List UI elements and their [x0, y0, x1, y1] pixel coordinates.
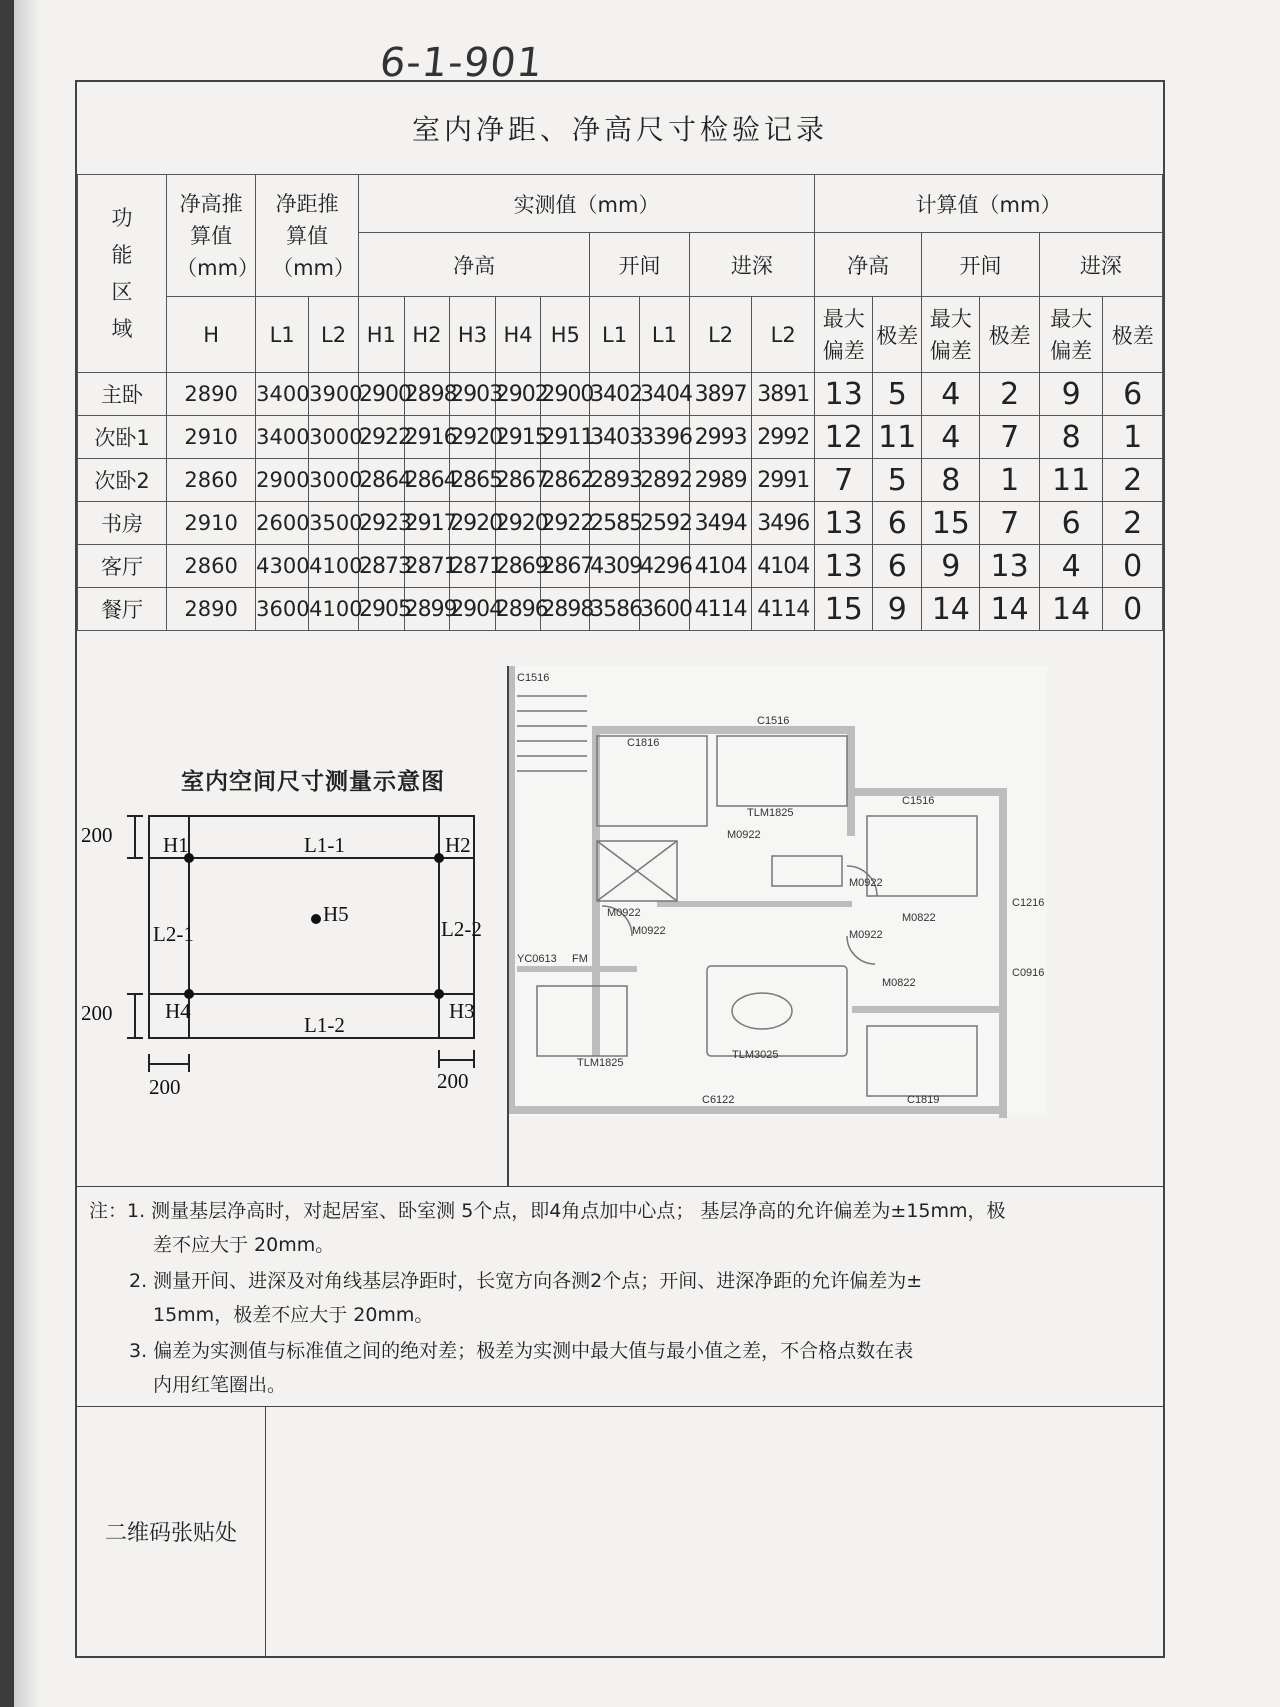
- table-row: [78, 459, 1163, 502]
- row-h5: 2922: [541, 502, 590, 545]
- row-area: 主卧: [78, 373, 167, 416]
- col-m-l2b: L2: [752, 297, 815, 373]
- col-range-bay: 极差: [980, 297, 1039, 373]
- paper-shadow: [14, 0, 40, 1707]
- plan-label-0: C1516: [517, 672, 550, 684]
- plan-label-19: M0822: [882, 977, 916, 989]
- row-area: 书房: [78, 502, 167, 545]
- row-h1: 2922: [359, 416, 405, 459]
- header-measured: 实测值（mm）: [359, 175, 815, 233]
- row-height-est: 2860: [167, 459, 256, 502]
- dim-left-label: 200: [149, 1075, 181, 1099]
- table-row: [78, 588, 1163, 631]
- row-measured-1: 4309: [590, 545, 640, 588]
- row-measured-4: 2992: [752, 416, 815, 459]
- row-measured-3: 2989: [689, 459, 752, 502]
- plan-label-4: C1516: [902, 795, 935, 807]
- note-2-cont: 15mm，极差不应大于 20mm。: [153, 1304, 434, 1326]
- measurement-table: [77, 174, 1163, 631]
- row-h3: 2920: [450, 502, 496, 545]
- row-calc-5: 4: [1039, 545, 1103, 588]
- row-calc-6: 1: [1103, 416, 1163, 459]
- col-h4: H4: [495, 297, 541, 373]
- row-h1: 2905: [359, 588, 405, 631]
- row-h2: 2917: [404, 502, 450, 545]
- label-h2: H2: [445, 833, 471, 857]
- row-calc-2: 5: [873, 373, 922, 416]
- row-h5: 2867: [541, 545, 590, 588]
- row-measured-2: 3404: [639, 373, 689, 416]
- header-bay: 开间: [590, 233, 690, 297]
- row-area: 次卧1: [78, 416, 167, 459]
- col-range-height: 极差: [873, 297, 922, 373]
- row-calc-4: 14: [980, 588, 1039, 631]
- label-l2-2: L2-2: [441, 917, 482, 941]
- row-calc-3: 8: [922, 459, 980, 502]
- row-h5: 2898: [541, 588, 590, 631]
- row-calc-2: 6: [873, 545, 922, 588]
- qr-label: 二维码张贴处: [77, 1406, 266, 1656]
- row-height-est: 2890: [167, 373, 256, 416]
- plan-label-11: FM: [572, 953, 588, 965]
- row-h3: 2920: [450, 416, 496, 459]
- row-measured-2: 4296: [639, 545, 689, 588]
- row-calc-1: 13: [815, 545, 873, 588]
- plan-label-18: M0822: [902, 912, 936, 924]
- header-area: 功能区域: [78, 175, 167, 373]
- header-calc-depth: 进深: [1039, 233, 1162, 297]
- measurement-schematic: [77, 666, 517, 1186]
- form-title: 室内净距、净高尺寸检验记录: [77, 82, 1163, 175]
- row-measured-4: 3891: [752, 373, 815, 416]
- col-range-depth: 极差: [1103, 297, 1163, 373]
- row-calc-5: 8: [1039, 416, 1103, 459]
- row-area: 餐厅: [78, 588, 167, 631]
- row-h3: 2865: [450, 459, 496, 502]
- table-row: [78, 502, 1163, 545]
- row-h4: 2915: [495, 416, 541, 459]
- row-h4: 2902: [495, 373, 541, 416]
- row-calc-3: 14: [922, 588, 980, 631]
- label-h4: H4: [165, 999, 191, 1023]
- plan-label-2: C1816: [627, 737, 660, 749]
- col-max-dev-depth: 最大偏差: [1039, 297, 1103, 373]
- row-calc-2: 11: [873, 416, 922, 459]
- note-3-cont: 内用红笔圈出。: [153, 1374, 287, 1396]
- qr-section: [77, 1406, 1163, 1656]
- col-h2: H2: [404, 297, 450, 373]
- row-calc-6: 6: [1103, 373, 1163, 416]
- row-measured-2: 2592: [639, 502, 689, 545]
- dim-top-label: 200: [81, 823, 113, 847]
- row-calc-5: 9: [1039, 373, 1103, 416]
- row-l2-est: 3000: [309, 416, 359, 459]
- col-max-dev-bay: 最大偏差: [922, 297, 980, 373]
- row-calc-3: 4: [922, 416, 980, 459]
- row-calc-3: 9: [922, 545, 980, 588]
- label-h3: H3: [449, 999, 475, 1023]
- row-l1-est: 2900: [256, 459, 309, 502]
- row-h1: 2864: [359, 459, 405, 502]
- row-measured-2: 3396: [639, 416, 689, 459]
- plan-label-9: M0922: [607, 907, 641, 919]
- row-height-est: 2910: [167, 502, 256, 545]
- col-h5: H5: [541, 297, 590, 373]
- header-calc-bay: 开间: [922, 233, 1040, 297]
- row-h3: 2904: [450, 588, 496, 631]
- row-h2: 2898: [404, 373, 450, 416]
- row-calc-5: 11: [1039, 459, 1103, 502]
- row-h4: 2896: [495, 588, 541, 631]
- point-h4: [184, 989, 194, 999]
- row-measured-4: 3496: [752, 502, 815, 545]
- row-calc-5: 14: [1039, 588, 1103, 631]
- row-calc-6: 0: [1103, 588, 1163, 631]
- table-body: [78, 373, 1163, 631]
- row-measured-3: 4114: [689, 588, 752, 631]
- row-h3: 2871: [450, 545, 496, 588]
- row-measured-4: 4104: [752, 545, 815, 588]
- row-measured-1: 2893: [590, 459, 640, 502]
- dim-right-label: 200: [437, 1069, 469, 1093]
- row-l2-est: 4100: [309, 545, 359, 588]
- row-calc-4: 13: [980, 545, 1039, 588]
- col-h1: H1: [359, 297, 405, 373]
- row-h2: 2899: [404, 588, 450, 631]
- table-row: [78, 545, 1163, 588]
- plan-label-10: YC0613: [517, 953, 557, 965]
- row-h4: 2869: [495, 545, 541, 588]
- col-l2: L2: [309, 297, 359, 373]
- row-calc-6: 2: [1103, 502, 1163, 545]
- col-h3: H3: [450, 297, 496, 373]
- row-h1: 2900: [359, 373, 405, 416]
- row-calc-4: 2: [980, 373, 1039, 416]
- diagram-divider: [507, 666, 509, 1186]
- header-height-est: 净高推算值（mm）: [167, 175, 256, 297]
- row-calc-2: 6: [873, 502, 922, 545]
- row-h3: 2903: [450, 373, 496, 416]
- row-measured-3: 3494: [689, 502, 752, 545]
- handwritten-id: 6-1-901: [377, 40, 546, 86]
- row-h1: 2923: [359, 502, 405, 545]
- row-measured-3: 2993: [689, 416, 752, 459]
- row-height-est: 2860: [167, 545, 256, 588]
- row-measured-1: 3403: [590, 416, 640, 459]
- row-calc-6: 0: [1103, 545, 1163, 588]
- row-height-est: 2910: [167, 416, 256, 459]
- header-calc-net-height: 净高: [815, 233, 922, 297]
- plan-label-12: TLM1825: [577, 1057, 624, 1069]
- row-calc-4: 1: [980, 459, 1039, 502]
- row-h4: 2920: [495, 502, 541, 545]
- row-l2-est: 3000: [309, 459, 359, 502]
- row-calc-3: 15: [922, 502, 980, 545]
- plan-label-13: TLM3025: [732, 1049, 779, 1061]
- row-calc-1: 7: [815, 459, 873, 502]
- point-h3: [434, 989, 444, 999]
- table-row: [78, 416, 1163, 459]
- plan-label-14: C6122: [702, 1094, 735, 1106]
- point-h5: [311, 914, 321, 924]
- row-l1-est: 2600: [256, 502, 309, 545]
- row-h5: 2862: [541, 459, 590, 502]
- row-calc-5: 6: [1039, 502, 1103, 545]
- row-area: 客厅: [78, 545, 167, 588]
- row-h5: 2900: [541, 373, 590, 416]
- row-measured-1: 2585: [590, 502, 640, 545]
- label-l2-1: L2-1: [153, 922, 194, 946]
- col-l1: L1: [256, 297, 309, 373]
- plan-label-8: M0922: [849, 929, 883, 941]
- row-calc-1: 12: [815, 416, 873, 459]
- row-l1-est: 3600: [256, 588, 309, 631]
- row-l2-est: 3500: [309, 502, 359, 545]
- dim-bottom-label: 200: [81, 1001, 113, 1025]
- label-l1-1: L1-1: [304, 833, 345, 857]
- table-row: [78, 373, 1163, 416]
- row-calc-2: 9: [873, 588, 922, 631]
- row-measured-3: 4104: [689, 545, 752, 588]
- note-2: 2. 测量开间、进深及对角线基层净距时，长宽方向各测2个点；开间、进深净距的允许偏差为±: [129, 1270, 923, 1292]
- row-calc-4: 7: [980, 502, 1039, 545]
- row-calc-3: 4: [922, 373, 980, 416]
- plan-label-17: C0916: [1012, 967, 1045, 979]
- plan-label-16: C1216: [1012, 897, 1045, 909]
- row-h5: 2911: [541, 416, 590, 459]
- row-calc-1: 15: [815, 588, 873, 631]
- diagram-title: 室内空间尺寸测量示意图: [181, 769, 445, 795]
- row-measured-2: 2892: [639, 459, 689, 502]
- row-calc-2: 5: [873, 459, 922, 502]
- row-calc-1: 13: [815, 502, 873, 545]
- row-l2-est: 4100: [309, 588, 359, 631]
- row-measured-2: 3600: [639, 588, 689, 631]
- row-h1: 2873: [359, 545, 405, 588]
- row-measured-4: 4114: [752, 588, 815, 631]
- row-h2: 2864: [404, 459, 450, 502]
- label-h5: H5: [323, 902, 349, 926]
- note-3: 3. 偏差为实测值与标准值之间的绝对差；极差为实测中最大值与最小值之差，不合格点数在表: [129, 1340, 914, 1362]
- row-calc-6: 2: [1103, 459, 1163, 502]
- header-dist-est: 净距推算值（mm）: [256, 175, 359, 297]
- plan-label-5: M0922: [727, 829, 761, 841]
- point-h2: [434, 853, 444, 863]
- row-measured-1: 3586: [590, 588, 640, 631]
- floor-plan-image: [507, 666, 1047, 1116]
- label-l1-2: L1-2: [304, 1013, 345, 1037]
- header-depth: 进深: [689, 233, 814, 297]
- inspection-form: [75, 80, 1165, 1658]
- label-h1: H1: [163, 833, 189, 857]
- plan-label-15: C1819: [907, 1094, 940, 1106]
- row-h2: 2916: [404, 416, 450, 459]
- notes-section: [77, 1186, 1163, 1407]
- row-h4: 2867: [495, 459, 541, 502]
- header-net-height: 净高: [359, 233, 590, 297]
- row-l1-est: 4300: [256, 545, 309, 588]
- row-calc-4: 7: [980, 416, 1039, 459]
- col-max-dev-height: 最大偏差: [815, 297, 873, 373]
- diagram-section: [77, 666, 1163, 1187]
- row-calc-1: 13: [815, 373, 873, 416]
- row-l1-est: 3400: [256, 373, 309, 416]
- row-measured-4: 2991: [752, 459, 815, 502]
- row-measured-3: 3897: [689, 373, 752, 416]
- row-height-est: 2890: [167, 588, 256, 631]
- col-m-l2a: L2: [689, 297, 752, 373]
- row-l1-est: 3400: [256, 416, 309, 459]
- row-area: 次卧2: [78, 459, 167, 502]
- plan-label-7: M0922: [632, 925, 666, 937]
- row-h2: 2871: [404, 545, 450, 588]
- plan-label-6: M0922: [849, 877, 883, 889]
- note-1-cont: 差不应大于 20mm。: [153, 1234, 335, 1256]
- header-calculated: 计算值（mm）: [815, 175, 1163, 233]
- plan-label-3: TLM1825: [747, 807, 794, 819]
- row-measured-1: 3402: [590, 373, 640, 416]
- row-l2-est: 3900: [309, 373, 359, 416]
- col-m-l1a: L1: [590, 297, 640, 373]
- note-1: 注：1. 测量基层净高时，对起居室、卧室测 5个点，即4角点加中心点； 基层净高的允许偏差为±15mm，极: [89, 1200, 1006, 1222]
- plan-label-1: C1516: [757, 715, 790, 727]
- col-h: H: [167, 297, 256, 373]
- col-m-l1b: L1: [639, 297, 689, 373]
